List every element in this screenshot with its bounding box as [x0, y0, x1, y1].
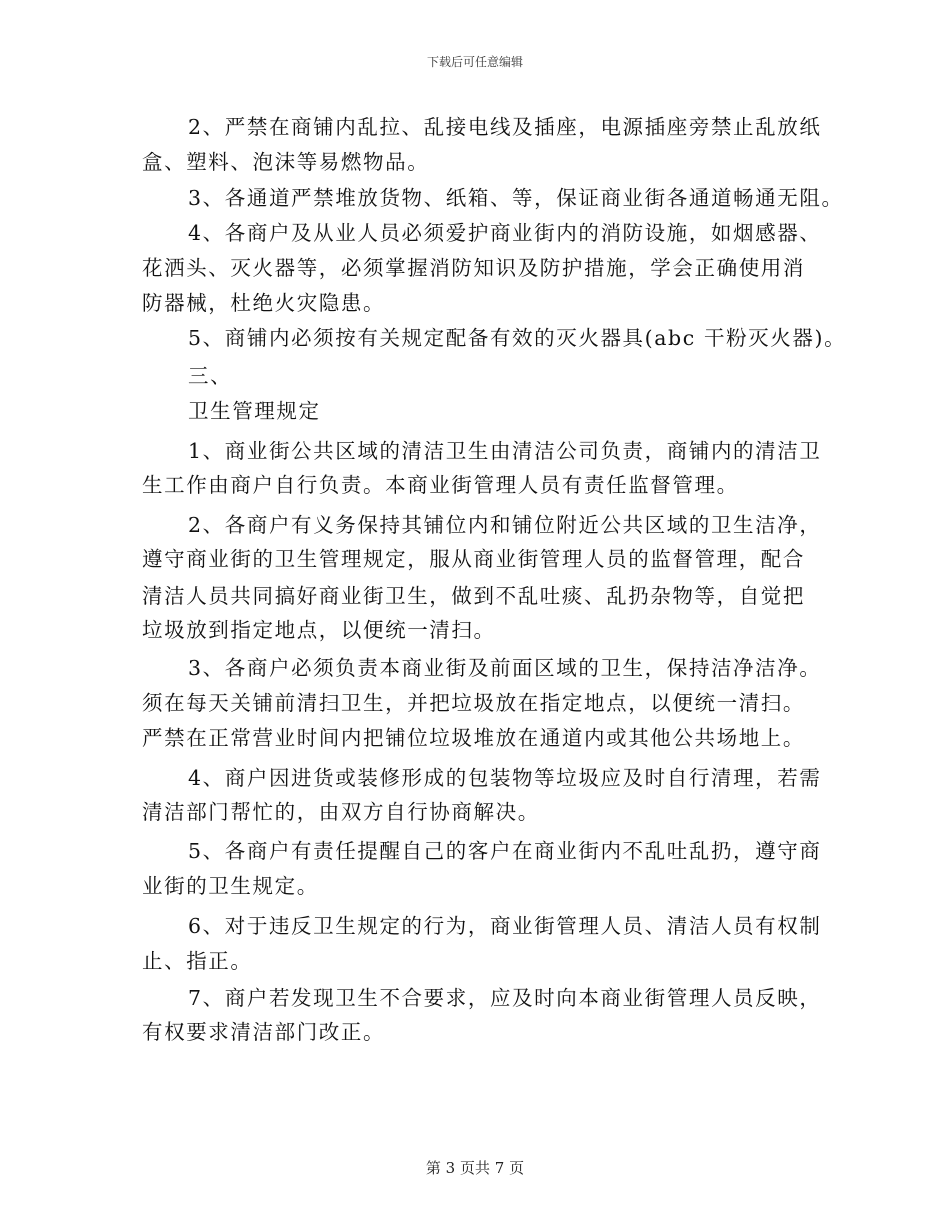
paragraph-first-line: 3、各商户必须负责本商业街及前面区域的卫生，保持洁净洁净。	[188, 656, 822, 680]
paragraph-first-line: 2、各商户有义务保持其铺位内和铺位附近公共区域的卫生洁净，	[188, 513, 822, 537]
paragraph-line: 严禁在正常营业时间内把铺位垃圾堆放在通道内或其他公共场地上。	[142, 726, 805, 750]
page-footer: 第 3 页共 7 页	[425, 1159, 525, 1177]
paragraph-line: 生工作由商户自行负责。本商业街管理人员有责任监督管理。	[142, 473, 739, 497]
paragraph-first-line: 2、严禁在商铺内乱拉、乱接电线及插座，电源插座旁禁止乱放纸	[188, 115, 822, 139]
paragraph-line: 业街的卫生规定。	[142, 874, 319, 898]
paragraph-line: 清洁部门帮忙的，由双方自行协商解决。	[142, 800, 540, 824]
paragraph-line: 盒、塑料、泡沫等易燃物品。	[142, 150, 430, 174]
paragraph-first-line: 卫生管理规定	[188, 399, 321, 423]
paragraph-line: 清洁人员共同搞好商业街卫生，做到不乱吐痰、乱扔杂物等，自觉把	[142, 584, 805, 608]
paragraph-first-line: 三、	[188, 364, 233, 388]
paragraph-line: 有权要求清洁部门改正。	[142, 1020, 386, 1044]
paragraph-first-line: 1、商业街公共区域的清洁卫生由清洁公司负责，商铺内的清洁卫	[188, 439, 822, 463]
page-header: 下载后可任意编辑	[426, 55, 523, 69]
paragraph-first-line: 5、商铺内必须按有关规定配备有效的灭火器具(abc 干粉灭火器)。	[188, 326, 847, 350]
paragraph-first-line: 3、各通道严禁堆放货物、纸箱、等，保证商业街各通道畅通无阻。	[188, 186, 844, 210]
paragraph-line: 止、指正。	[142, 949, 253, 973]
paragraph-first-line: 4、各商户及从业人员必须爱护商业街内的消防设施，如烟感器、	[188, 221, 822, 245]
paragraph-first-line: 7、商户若发现卫生不合要求，应及时向本商业街管理人员反映，	[188, 986, 822, 1010]
paragraph-line: 垃圾放到指定地点，以便统一清扫。	[142, 618, 496, 642]
paragraph-line: 花洒头、灭火器等，必须掌握消防知识及防护措施，学会正确使用消	[142, 256, 805, 280]
paragraph-first-line: 5、各商户有责任提醒自己的客户在商业街内不乱吐乱扔，遵守商	[188, 839, 822, 863]
paragraph-line: 防器械，杜绝火灾隐患。	[142, 291, 386, 315]
paragraph-line: 遵守商业街的卫生管理规定，服从商业街管理人员的监督管理，配合	[142, 547, 805, 571]
paragraph-first-line: 4、商户因进货或装修形成的包装物等垃圾应及时自行清理，若需	[188, 766, 822, 790]
paragraph-line: 须在每天关铺前清扫卫生，并把垃圾放在指定地点，以便统一清扫。	[142, 691, 805, 715]
paragraph-first-line: 6、对于违反卫生规定的行为，商业街管理人员、清洁人员有权制	[188, 914, 822, 938]
